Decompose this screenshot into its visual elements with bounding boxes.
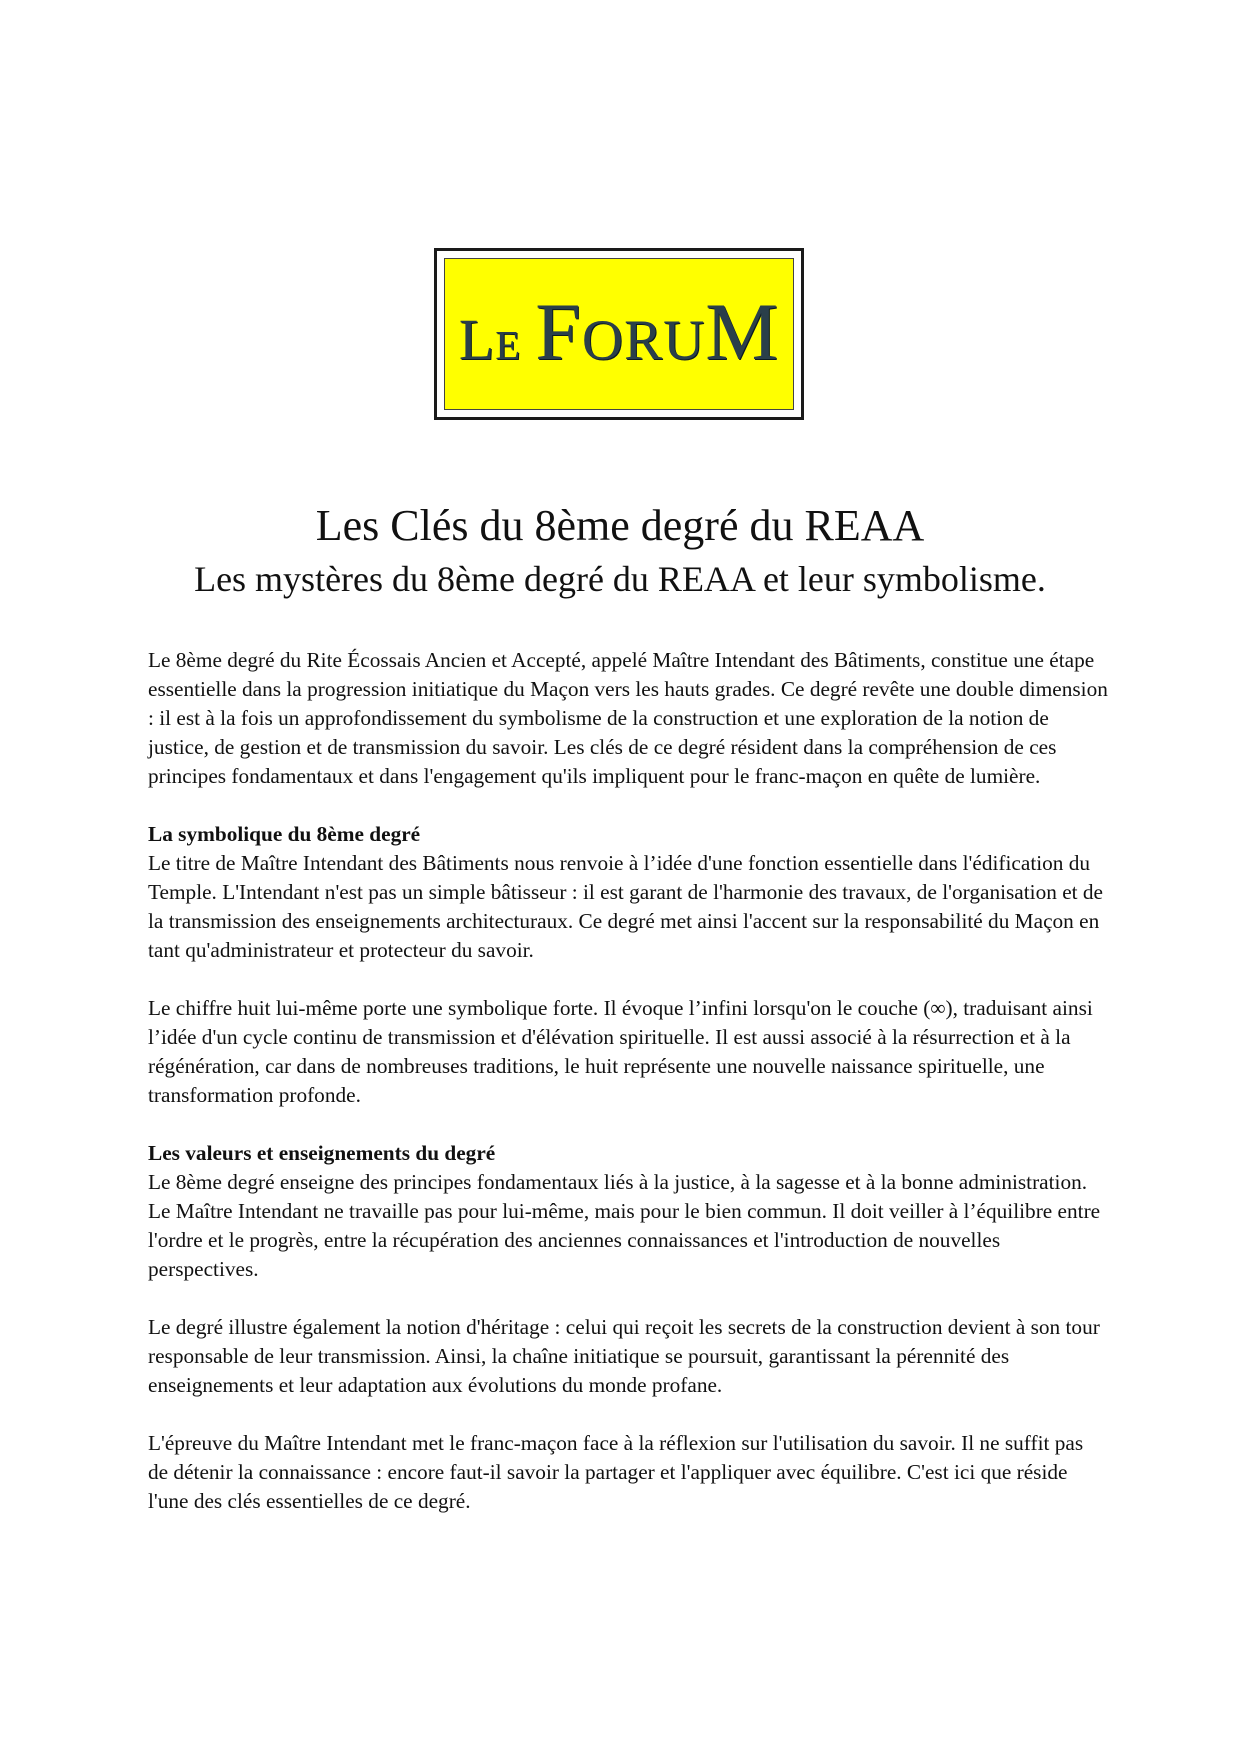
logo	[434, 248, 804, 420]
paragraph: Le titre de Maître Intendant des Bâtiments nous renvoie à l’idée d'une fonction essentielle dans l'édification du Temple. L'Intendant n'est pas un simple bâtisseur : il est garant de l'harmonie des travaux, de l'organisation et de la transmission des enseignements architecturaux. Ce degré met ainsi l'accent sur la responsabilité du Maçon en tant qu'administrateur et protecteur du savoir.	[148, 851, 1104, 962]
section-heading-symbolique: La symbolique du 8ème degré	[148, 822, 421, 846]
paragraph: Le 8ème degré enseigne des principes fondamentaux liés à la justice, à la sagesse et à la bonne administration. Le Maître Intendant ne travaille pas pour lui-même, mais pour le bien commun. Il doit veiller à l’équilibre entre l'ordre et le progrès, entre la récupération des anciennes connaissances et l'introduction de nouvelles perspectives.	[148, 1170, 1101, 1281]
page-title: Les Clés du 8ème degré du REAA	[315, 501, 925, 550]
logo-le-text: Le	[458, 307, 522, 372]
logo-forum-text: ForuM	[535, 286, 780, 377]
section-heading-valeurs: Les valeurs et enseignements du degré	[148, 1141, 496, 1165]
paragraph: Le chiffre huit lui-même porte une symbolique forte. Il évoque l’infini lorsqu'on le couche (∞), traduisant ainsi l’idée d'un cycle continu de transmission et d'élévation spirituelle. Il est aussi associé à la résurrection et à la régénération, car dans de nombreuses traditions, le huit représente une nouvelle naissance spirituelle, une transformation profonde.	[148, 996, 1093, 1107]
logo-wordmark	[459, 285, 779, 379]
page-subtitle: Les mystères du 8ème degré du REAA et leur symbolisme.	[194, 559, 1046, 599]
article-body	[148, 646, 1108, 1545]
paragraph: Le degré illustre également la notion d'héritage : celui qui reçoit les secrets de la construction devient à son tour responsable de leur transmission. Ainsi, la chaîne initiatique se poursuit, garantissant la pérennité des enseignements et leur adaptation aux évolutions du monde profane.	[148, 1315, 1100, 1397]
intro-paragraph: Le 8ème degré du Rite Écossais Ancien et Accepté, appelé Maître Intendant des Bâtiments, constitue une étape essentielle dans la progression initiatique du Maçon vers les hauts grades. Ce degré revête une double dimension : il est à la fois un approfondissement du symbolisme de la construction et une exploration de la notion de justice, de gestion et de transmission du savoir. Les clés de ce degré résident dans la compréhension de ces principes fondamentaux et dans l'engagement qu'ils impliquent pour le franc-maçon en quête de lumière.	[148, 648, 1108, 788]
paragraph: L'épreuve du Maître Intendant met le franc-maçon face à la réflexion sur l'utilisation du savoir. Il ne suffit pas de détenir la connaissance : encore faut-il savoir la partager et l'appliquer avec équilibre. C'est ici que réside l'une des clés essentielles de ce degré.	[148, 1431, 1084, 1513]
logo-panel	[444, 258, 794, 410]
